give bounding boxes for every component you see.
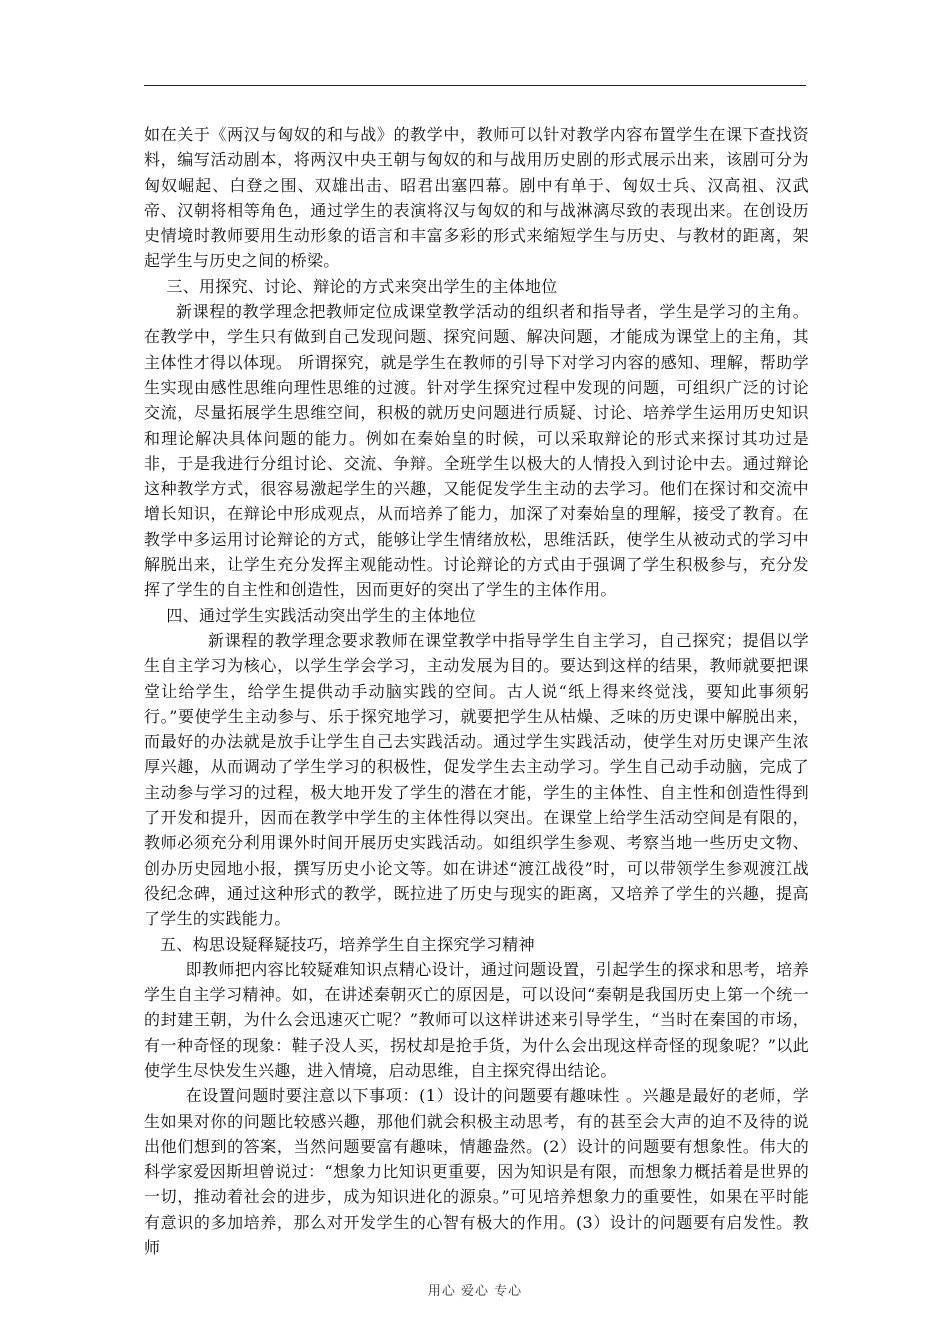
header-rule: [144, 85, 806, 86]
paragraph-question-notes: 在设置问题时要注意以下事项：(1）设计的问题要有趣味性 。兴趣是最好的老师，学生如果对你的问题比较感兴趣，那他们就会积极主动思考，有的甚至会大声的迫不及待的说出他们想到的答案，当然问题要富有趣味，情趣盎然。(2）设计的问题要有想象性。伟大的科学家爱因斯坦曾说过：“想象力比知识更重要，因为知识是有限，而想象力概括着是世界的一切，推动着社会的进步，成为知识进化的源泉。”可见培养想象力的重要性，如果在平时能有意识的多加培养，那么对开发学生的心智有极大的作用。(3）设计的问题要有启发性。教师: [144, 1086, 809, 1258]
document-body: [144, 122, 809, 1260]
paragraph-section-3: 新课程的教学理念把教师定位成课堂教学活动的组织者和指导者，学生是学习的主角。在教学中，学生只有做到自己发现问题、探究问题、解决问题，才能成为课堂上的主角，其主体性才得以体现。 所谓探究，就是学生在教师的引导下对学习内容的感知、理解，帮助学生实现由感性思维向理性思维的过渡。针对学生探究过程中发现的问题，可组织广泛的讨论交流，尽量拓展学生思维空间，积极的就历史问题进行质疑、讨论、培养学生运用历史知识和理论解决具体问题的能力。例如在秦始皇的时候，可以采取辩论的形式来探讨其功过是非，于是我进行分组讨论、交流、争辩。全班学生以极大的人情投入到讨论中去。通过辩论这种教学方式，很容易激起学生的兴趣，又能促发学生主动的去学习。他们在探讨和交流中增长知识，在辩论中形成观点，从而培养了能力，加深了对秦始皇的理解，接受了教育。在教学中多运用讨论辩论的方式，能够让学生情绪放松，思维活跃，使学生从被动式的学习中解脱出来，让学生充分发挥主观能动性。讨论辩论的方式由于强调了学生积极参与，充分发挥了学生的自主性和创造性，因而更好的突出了学生的主体作用。: [144, 302, 809, 600]
section-heading-5: 五、构思设疑释疑技巧，培养学生自主探究学习精神: [160, 934, 535, 954]
page-footer: 用心 爱心 专心: [427, 1284, 523, 1299]
paragraph-intro: 如在关于《两汉与匈奴的和与战》的教学中，教师可以针对教学内容布置学生在课下查找资料，编写活动剧本，将两汉中央王朝与匈奴的和与战用历史剧的形式展示出来，该剧可分为匈奴崛起、白登之围、双雄出击、昭君出塞四幕。剧中有单于、匈奴士兵、汉高祖、汉武帝、汉朝将相等角色，通过学生的表演将汉与匈奴的和与战淋漓尽致的表现出来。在创设历史情境时教师要用生动形象的语言和丰富多彩的形式来缩短学生与历史、与教材的距离，架起学生与历史之间的桥梁。: [144, 125, 809, 271]
section-heading-3: 三、用探究、讨论、辩论的方式来突出学生的主体地位: [166, 276, 558, 296]
section-heading-4: 四、通过学生实践活动突出学生的主体地位: [166, 605, 477, 625]
paragraph-section-4: 新课程的教学理念要求教师在课堂教学中指导学生自主学习，自己探究；提倡以学生自主学习为核心，以学生学会学习，主动发展为目的。要达到这样的结果，教师就要把课堂让给学生，给学生提供动手动脑实践的空间。古人说“纸上得来终觉浅，要知此事须躬行。”要使学生主动参与、乐于探究地学习，就要把学生从枯燥、乏味的历史课中解脱出来，而最好的办法就是放手让学生自己去实践活动。通过学生实践活动，使学生对历史课产生浓厚兴趣，从而调动了学生学习的积极性，促发学生去主动学习。学生自己动手动脑，完成了主动参与学习的过程，极大地开发了学生的潜在才能，学生的主体性、自主性和创造性得到了开发和提升，因而在教学中学生的主体性得以突出。在课堂上给学生活动空间是有限的，教师必须充分利用课外时间开展历史实践活动。如组织学生参观、考察当地一些历史文物、创办历史园地小报，撰写历史小论文等。如在讲述“渡江战役”时，可以带领学生参观渡江战役纪念碑，通过这种形式的教学，既拉进了历史与现实的距离，又培养了学生的兴趣，提高了学生的实践能力。: [144, 630, 809, 929]
paragraph-section-5: 即教师把内容比较疑难知识点精心设计，通过问题设置，引起学生的探求和思考，培养学生自主学习精神。如，在讲述秦朝灭亡的原因是，可以设问“秦朝是我国历史上第一个统一的封建王朝，为什么会迅速灭亡呢？”教师可以这样讲述来引导学生，“当时在秦国的市场，有一种奇怪的现象：鞋子没人买，拐杖却是抢手货，为什么会出现这样奇怪的现象呢？”以此使学生尽快发生兴趣，进入情境，启动思维，自主探究得出结论。: [144, 959, 809, 1080]
